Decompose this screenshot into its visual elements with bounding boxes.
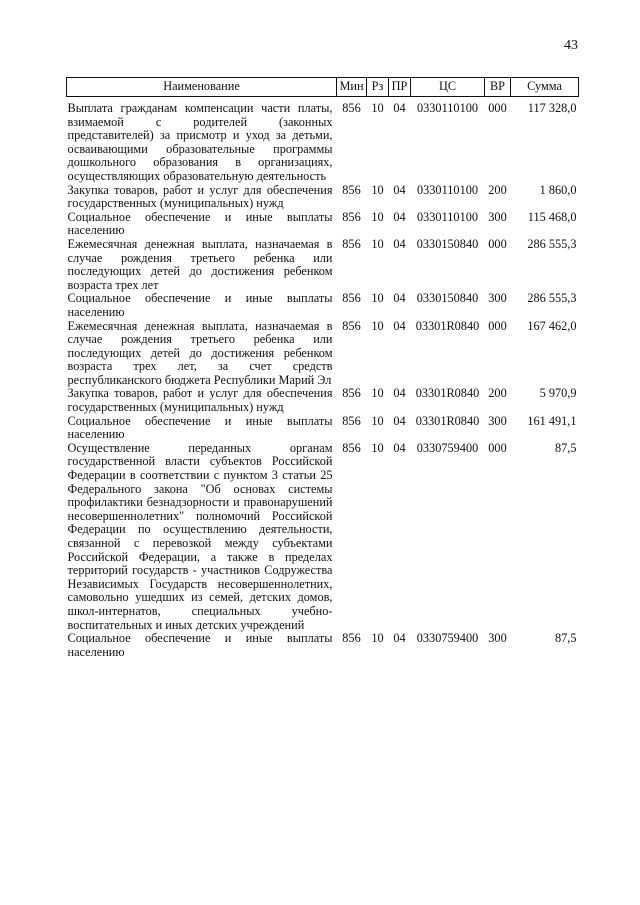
row-rz-cell: 10 [371, 101, 384, 115]
page-number: 43 [564, 38, 578, 53]
table-row [67, 292, 579, 319]
row-vr-cell: 200 [488, 386, 507, 401]
header-name: Наименование [67, 78, 337, 97]
row-name-cell: Ежемесячная денежная выплата, назначаемая в случае рождения третьего ребенка или последующих детей до достижения ребенком возраста трех лет [67, 236, 333, 292]
header-sum: Сумма [511, 78, 579, 97]
row-vr-cell: 200 [488, 182, 507, 197]
row-rz-cell: 10 [371, 413, 384, 428]
row-name-cell: Закупка товаров, работ и услуг для обеспечения государственных (муниципальных) нужд [67, 386, 333, 415]
row-vr-cell: 300 [488, 291, 507, 306]
row-cs-cell: 0330150840 [416, 291, 479, 306]
table-row [67, 632, 579, 659]
table-header-row [67, 78, 579, 97]
row-sum-cell: 87,5 [554, 631, 577, 646]
row-cs-cell: 03301R0840 [415, 386, 480, 401]
row-pr-cell: 04 [393, 440, 406, 455]
row-rz-cell: 10 [371, 440, 384, 455]
row-name-cell: Закупка товаров, работ и услуг для обеспечения государственных (муниципальных) нужд [67, 182, 333, 211]
row-sum-cell: 161 491,1 [527, 413, 577, 428]
row-pr-cell: 04 [393, 386, 406, 401]
header-min: Мин [337, 78, 367, 97]
row-vr-cell: 300 [488, 631, 507, 646]
table-row [67, 97, 579, 184]
row-rz-cell: 10 [371, 236, 384, 251]
table-row [67, 442, 579, 632]
row-cs-cell: 0330759400 [416, 440, 479, 455]
table-row [67, 238, 579, 292]
row-pr-cell: 04 [393, 631, 406, 646]
header-pr: ПР [389, 78, 411, 97]
header-rz: Рз [367, 78, 389, 97]
row-name-cell: Выплата гражданам компенсации части платы, взимаемой с родителей (законных представителей) за присмотр и уход за детьми, осваивающими образовательные программы дошкольного образования в организациях, осуществляющих образовательную деятельность [67, 101, 333, 183]
row-min-cell: 856 [342, 413, 361, 428]
row-rz-cell: 10 [371, 386, 384, 401]
row-sum-cell: 5 970,9 [539, 386, 577, 401]
row-sum-cell: 286 555,3 [527, 236, 577, 251]
row-cs-cell: 0330150840 [416, 236, 479, 251]
row-min-cell: 856 [342, 631, 361, 646]
row-vr-cell: 300 [488, 209, 507, 224]
row-name-cell: Осуществление переданных органам государственной власти субъектов Российской Федерации в соответствии с пунктом 3 статьи 25 Федерального закона "Об основах системы профилактики безнадзорности и правонарушений несовершеннолетних" полномочий Российской Федерации по осуществлению деятельности, связанной с перевозкой между субъектами Российской Федерации, а также в пределах территорий государств - участников Содружества Независимых Государств несовершеннолетних, самовольно ушедших из семей, детских домов, школ-интернатов, специальных учебно-воспитательных и иных детских учреждений [67, 440, 333, 632]
row-vr-cell: 000 [488, 440, 507, 455]
row-min-cell: 856 [342, 386, 361, 401]
row-name-cell: Социальное обеспечение и иные выплаты населению [67, 291, 333, 319]
table-row [67, 415, 579, 442]
table-row [67, 211, 579, 238]
row-pr-cell: 04 [393, 182, 406, 197]
row-pr-cell: 04 [393, 236, 406, 251]
row-min-cell: 856 [342, 182, 361, 197]
row-min-cell: 856 [342, 101, 361, 115]
row-rz-cell: 10 [371, 318, 384, 333]
row-rz-cell: 10 [371, 182, 384, 197]
row-sum-cell: 286 555,3 [527, 291, 577, 306]
row-vr-cell: 300 [488, 413, 507, 428]
row-sum-cell: 115 468,0 [527, 209, 577, 224]
row-sum-cell: 167 462,0 [527, 318, 577, 333]
row-sum-cell: 117 328,0 [527, 101, 577, 115]
row-cs-cell: 0330110100 [416, 182, 479, 197]
row-pr-cell: 04 [393, 413, 406, 428]
row-rz-cell: 10 [371, 631, 384, 646]
row-sum-cell: 87,5 [554, 440, 577, 455]
row-pr-cell: 04 [393, 209, 406, 224]
row-cs-cell: 0330759400 [416, 631, 479, 646]
table-row [67, 184, 579, 211]
header-cs: ЦС [411, 78, 485, 97]
table-row [67, 387, 579, 414]
row-min-cell: 856 [342, 318, 361, 333]
row-rz-cell: 10 [371, 209, 384, 224]
row-min-cell: 856 [342, 209, 361, 224]
row-vr-cell: 000 [488, 318, 507, 333]
row-rz-cell: 10 [371, 291, 384, 306]
row-cs-cell: 0330110100 [416, 101, 479, 115]
row-name-cell: Социальное обеспечение и иные выплаты населению [67, 209, 333, 238]
budget-table [66, 77, 579, 659]
row-min-cell: 856 [342, 440, 361, 455]
row-min-cell: 856 [342, 236, 361, 251]
row-cs-cell: 03301R0840 [415, 413, 480, 428]
row-pr-cell: 04 [393, 101, 406, 115]
row-pr-cell: 04 [393, 291, 406, 306]
row-cs-cell: 03301R0840 [415, 318, 480, 333]
row-sum-cell: 1 860,0 [539, 182, 577, 197]
row-min-cell: 856 [342, 291, 361, 306]
row-cs-cell: 0330110100 [416, 209, 479, 224]
row-name-cell: Социальное обеспечение и иные выплаты населению [67, 413, 333, 442]
table-row [67, 320, 579, 388]
row-name-cell: Социальное обеспечение и иные выплаты населению [67, 631, 333, 659]
header-vr: ВР [485, 78, 511, 97]
row-name-cell: Ежемесячная денежная выплата, назначаемая в случае рождения третьего ребенка или последующих детей до достижения ребенком возраста трех лет, за счет средств республиканского бюджета Республики Марий Эл [67, 318, 333, 387]
row-vr-cell: 000 [488, 101, 507, 115]
row-pr-cell: 04 [393, 318, 406, 333]
row-vr-cell: 000 [488, 236, 507, 251]
